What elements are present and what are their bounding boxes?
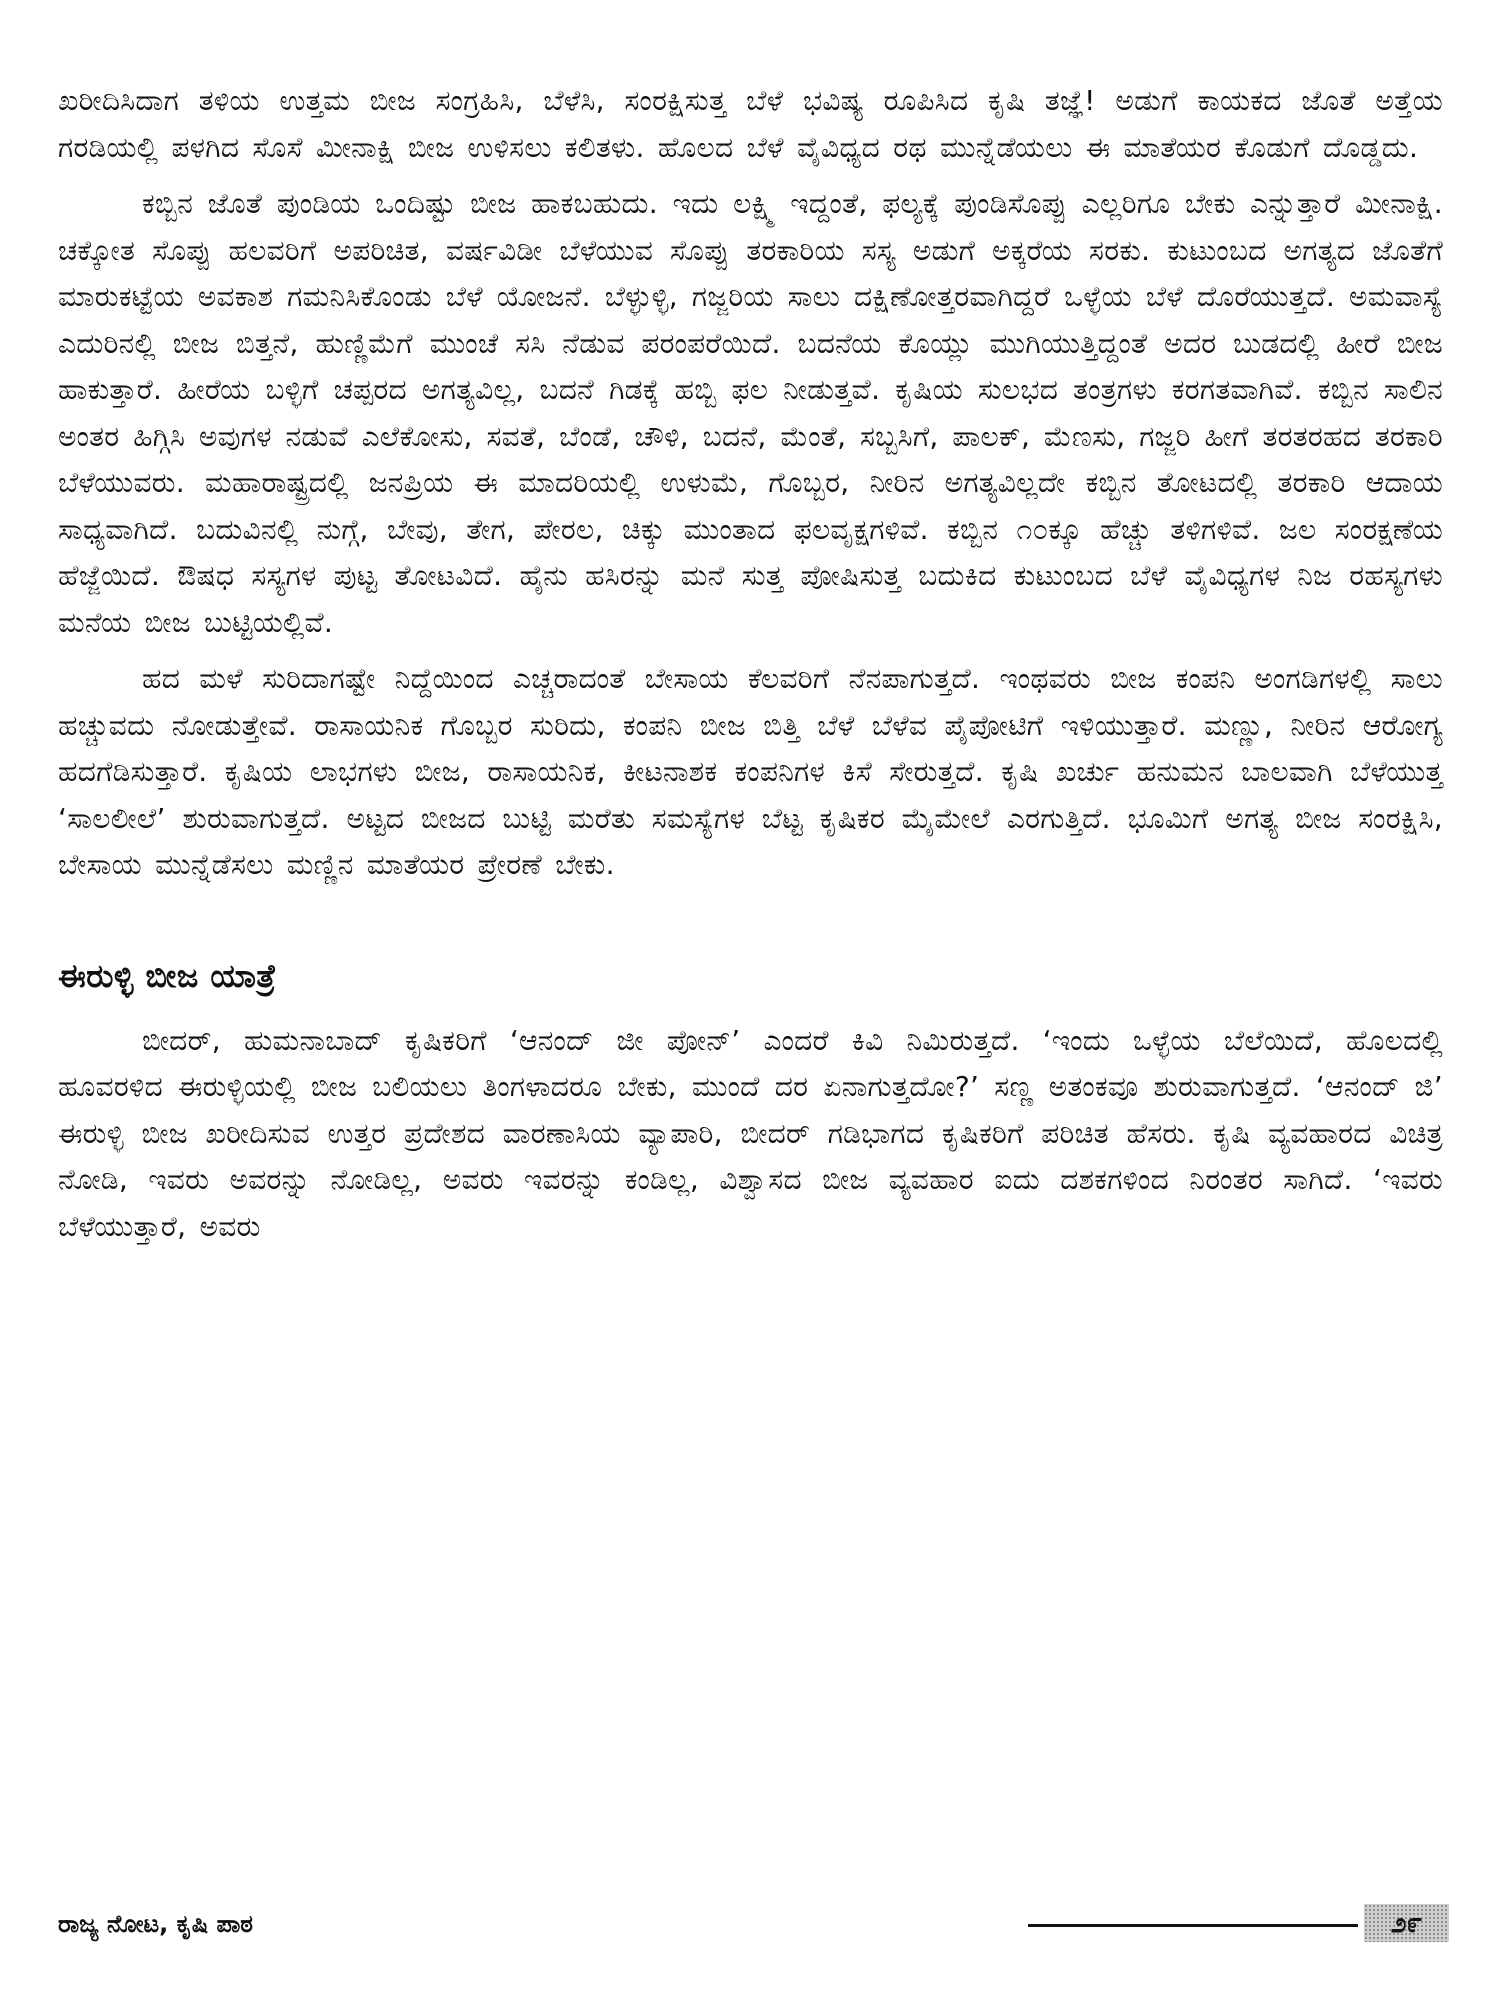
section-paragraph: ಬೀದರ್, ಹುಮನಾಬಾದ್ ಕೃಷಿಕರಿಗೆ ‘ಆನಂದ್ ಜೀ ಪೋನ್’ ಎಂದರೆ ಕಿವಿ ನಿಮಿರುತ್ತದೆ. ‘ಇಂದು ಒಳ್ಳೆಯ ಬೆಲೆಯಿದೆ, ಹೊಲದಲ್ಲಿ ಹೂವರಳಿದ ಈರುಳ್ಳಿಯಲ್ಲಿ ಬೀಜ ಬಲಿಯಲು ತಿಂಗಳಾದರೂ ಬೇಕು, ಮುಂದೆ ದರ ಏನಾಗುತ್ತದೋ?’ ಸಣ್ಣ ಅತಂಕವೂ ಶುರುವಾಗುತ್ತದೆ. ‘ಆನಂದ್ ಜಿ’ ಈರುಳ್ಳಿ ಬೀಜ ಖರೀದಿಸುವ ಉತ್ತರ ಪ್ರದೇಶದ ವಾರಣಾಸಿಯ ವ್ಯಾಪಾರಿ, ಬೀದರ್ ಗಡಿಭಾಗದ ಕೃಷಿಕರಿಗೆ ಪರಿಚಿತ ಹೆಸರು. ಕೃಷಿ ವ್ಯವಹಾರದ ವಿಚಿತ್ರ ನೋಡಿ, ಇವರು ಅವರನ್ನು ನೋಡಿಲ್ಲ, ಅವರು ಇವರನ್ನು ಕಂಡಿಲ್ಲ, ವಿಶ್ವಾಸದ ಬೀಜ ವ್ಯವಹಾರ ಐದು ದಶಕಗಳಿಂದ ನಿರಂತರ ಸಾಗಿದೆ. ‘ಇವರು ಬೆಳೆಯುತ್ತಾರೆ, ಅವರು <box>58 1023 1443 1243</box>
paragraph-2: ಕಬ್ಬಿನ ಜೊತೆ ಪುಂಡಿಯ ಒಂದಿಷ್ಟು ಬೀಜ ಹಾಕಬಹುದು. ಇದು ಲಕ್ಷ್ಮಿ ಇದ್ದಂತೆ, ಫಲ್ಯಕ್ಕೆ ಪುಂಡಿಸೊಪ್ಪು ಎಲ್ಲರಿಗೂ ಬೇಕು ಎನ್ನುತ್ತಾರೆ ಮೀನಾಕ್ಷಿ. ಚಕ್ಕೋತ ಸೊಪ್ಪು ಹಲವರಿಗೆ ಅಪರಿಚಿತ, ವರ್ಷವಿಡೀ ಬೆಳೆಯುವ ಸೊಪ್ಪು ತರಕಾರಿಯ ಸಸ್ಯ ಅಡುಗೆ ಅಕ್ಕರೆಯ ಸರಕು. ಕುಟುಂಬದ ಅಗತ್ಯದ ಜೊತೆಗೆ ಮಾರುಕಟ್ಟೆಯ ಅವಕಾಶ ಗಮನಿಸಿಕೊಂಡು ಬೆಳೆ ಯೋಜನೆ. ಬೆಳ್ಳುಳ್ಳಿ, ಗಜ್ಜರಿಯ ಸಾಲು ದಕ್ಷಿಣೋತ್ತರವಾಗಿದ್ದರೆ ಒಳ್ಳೆಯ ಬೆಳೆ ದೊರೆಯುತ್ತದೆ. ಅಮವಾಸ್ಯೆ ಎದುರಿನಲ್ಲಿ ಬೀಜ ಬಿತ್ತನೆ, ಹುಣ್ಣಿಮೆಗೆ ಮುಂಚೆ ಸಸಿ ನೆಡುವ ಪರಂಪರೆಯಿದೆ. ಬದನೆಯ ಕೊಯ್ಲು ಮುಗಿಯುತ್ತಿದ್ದಂತೆ ಅದರ ಬುಡದಲ್ಲಿ ಹೀರೆ ಬೀಜ ಹಾಕುತ್ತಾರೆ. ಹೀರೆಯ ಬಳ್ಳಿಗೆ ಚಪ್ಪರದ ಅಗತ್ಯವಿಲ್ಲ, ಬದನೆ ಗಿಡಕ್ಕೆ ಹಬ್ಬಿ ಫಲ ನೀಡುತ್ತವೆ. ಕೃಷಿಯ ಸುಲಭದ ತಂತ್ರಗಳು ಕರಗತವಾಗಿವೆ. ಕಬ್ಬಿನ ಸಾಲಿನ ಅಂತರ ಹಿಗ್ಗಿಸಿ ಅವುಗಳ ನಡುವೆ ಎಲೆಕೋಸು, ಸವತೆ, ಬೆಂಡೆ, ಚೌಳಿ, ಬದನೆ, ಮೆಂತೆ, ಸಬ್ಬಸಿಗೆ, ಪಾಲಕ್, ಮೆಣಸು, ಗಜ್ಜರಿ ಹೀಗೆ ತರತರಹದ ತರಕಾರಿ ಬೆಳೆಯುವರು. ಮಹಾರಾಷ್ಟ್ರದಲ್ಲಿ ಜನಪ್ರಿಯ ಈ ಮಾದರಿಯಲ್ಲಿ ಉಳುಮೆ, ಗೊಬ್ಬರ, ನೀರಿನ ಅಗತ್ಯವಿಲ್ಲದೇ ಕಬ್ಬಿನ ತೋಟದಲ್ಲಿ ತರಕಾರಿ ಆದಾಯ ಸಾಧ್ಯವಾಗಿದೆ. ಬದುವಿನಲ್ಲಿ ನುಗ್ಗೆ, ಬೇವು, ತೇಗ, ಪೇರಲ, ಚಿಕ್ಕು ಮುಂತಾದ ಫಲವೃಕ್ಷಗಳಿವೆ. ಕಬ್ಬಿನ ೧೦ಕ್ಕೂ ಹೆಚ್ಚು ತಳಿಗಳಿವೆ. ಜಲ ಸಂರಕ್ಷಣೆಯ ಹೆಜ್ಜೆಯಿದೆ. ಔಷಧ ಸಸ್ಯಗಳ ಪುಟ್ಟ ತೋಟವಿದೆ. ಹೈನು ಹಸಿರನ್ನು ಮನೆ ಸುತ್ತ ಪೋಷಿಸುತ್ತ ಬದುಕಿದ ಕುಟುಂಬದ ಬೆಳೆ ವೈವಿಧ್ಯಗಳ ನಿಜ ರಹಸ್ಯಗಳು ಮನೆಯ ಬೀಜ ಬುಟ್ಟಿಯಲ್ಲಿವೆ. <box>58 187 1443 639</box>
body-text <box>58 78 1443 1250</box>
paragraph-1: ಖರೀದಿಸಿದಾಗ ತಳಿಯ ಉತ್ತಮ ಬೀಜ ಸಂಗ್ರಹಿಸಿ, ಬೆಳೆಸಿ, ಸಂರಕ್ಷಿಸುತ್ತ ಬೆಳೆ ಭವಿಷ್ಯ ರೂಪಿಸಿದ ಕೃಷಿ ತಜ್ಞೆ! ಅಡುಗೆ ಕಾಯಕದ ಜೊತೆ ಅತ್ತೆಯ ಗರಡಿಯಲ್ಲಿ ಪಳಗಿದ ಸೊಸೆ ಮೀನಾಕ್ಷಿ ಬೀಜ ಉಳಿಸಲು ಕಲಿತಳು. ಹೊಲದ ಬೆಳೆ ವೈವಿಧ್ಯದ ರಥ ಮುನ್ನೆಡೆಯಲು ಈ ಮಾತೆಯರ ಕೊಡುಗೆ ದೊಡ್ಡದು. <box>58 84 1443 164</box>
page-footer <box>58 1900 1443 1950</box>
footer-book-title: ರಾಜ್ಯ ನೋಟ, ಕೃಷಿ ಪಾಠ <box>58 1910 254 1938</box>
section-heading: ಈರುಳ್ಳಿ ಬೀಜ ಯಾತ್ರೆ <box>58 956 277 995</box>
page-number: ೨೯ <box>1364 1904 1449 1942</box>
footer-divider <box>1028 1924 1358 1927</box>
paragraph-3: ಹದ ಮಳೆ ಸುರಿದಾಗಷ್ಟೇ ನಿದ್ದೆಯಿಂದ ಎಚ್ಚರಾದಂತೆ ಬೇಸಾಯ ಕೆಲವರಿಗೆ ನೆನಪಾಗುತ್ತದೆ. ಇಂಥವರು ಬೀಜ ಕಂಪನಿ ಅಂಗಡಿಗಳಲ್ಲಿ ಸಾಲು ಹಚ್ಚುವದು ನೋಡುತ್ತೇವೆ. ರಾಸಾಯನಿಕ ಗೊಬ್ಬರ ಸುರಿದು, ಕಂಪನಿ ಬೀಜ ಬಿತ್ತಿ ಬೆಳೆ ಬೆಳೆವ ಪೈಪೋಟಿಗೆ ಇಳಿಯುತ್ತಾರೆ. ಮಣ್ಣು, ನೀರಿನ ಆರೋಗ್ಯ ಹದಗೆಡಿಸುತ್ತಾರೆ. ಕೃಷಿಯ ಲಾಭಗಳು ಬೀಜ, ರಾಸಾಯನಿಕ, ಕೀಟನಾಶಕ ಕಂಪನಿಗಳ ಕಿಸೆ ಸೇರುತ್ತದೆ. ಕೃಷಿ ಖರ್ಚು ಹನುಮನ ಬಾಲವಾಗಿ ಬೆಳೆಯುತ್ತ ‘ಸಾಲಲೀಲೆ’ ಶುರುವಾಗುತ್ತದೆ. ಅಟ್ಟದ ಬೀಜದ ಬುಟ್ಟಿ ಮರೆತು ಸಮಸ್ಯೆಗಳ ಬೆಟ್ಟ ಕೃಷಿಕರ ಮೈಮೇಲೆ ಎರಗುತ್ತಿದೆ. ಭೂಮಿಗೆ ಅಗತ್ಯ ಬೀಜ ಸಂರಕ್ಷಿಸಿ, ಬೇಸಾಯ ಮುನ್ನೆಡೆಸಲು ಮಣ್ಣಿನ ಮಾತೆಯರ ಪ್ರೇರಣೆ ಬೇಕು. <box>58 662 1443 881</box>
